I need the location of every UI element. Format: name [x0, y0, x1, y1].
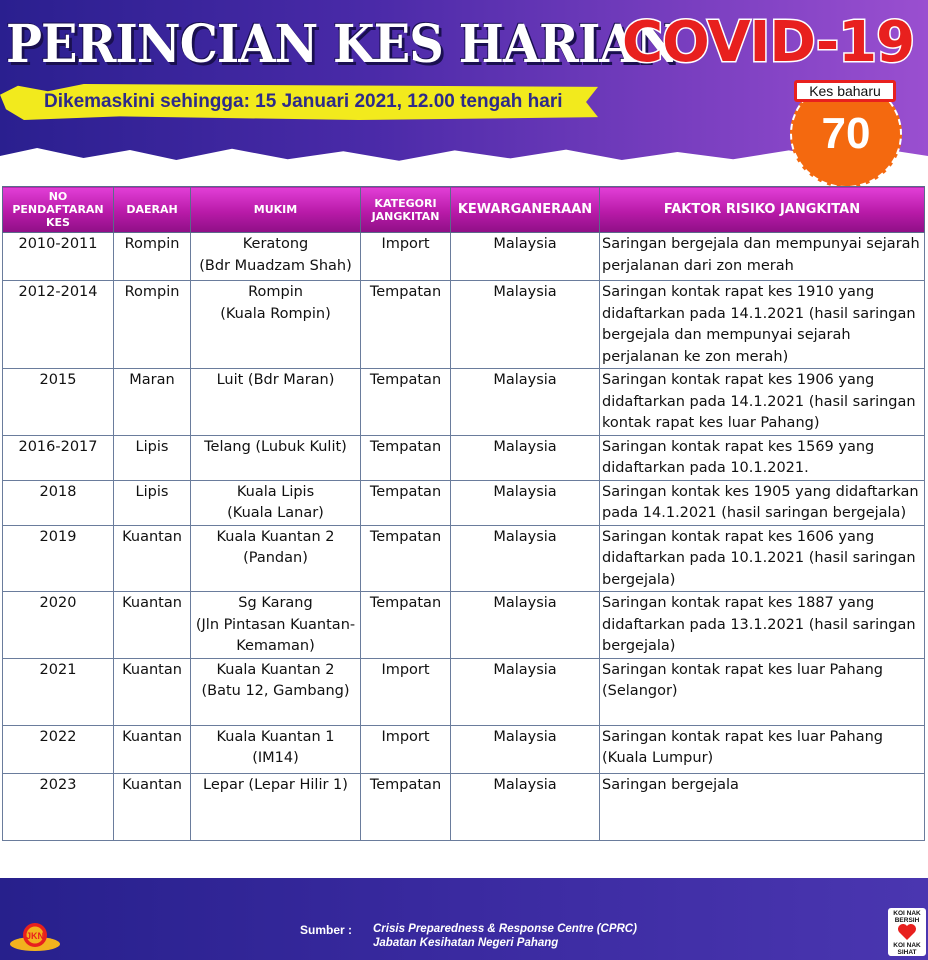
new-cases-label: Kes baharu	[794, 80, 896, 102]
header-risk: FAKTOR RISIKO JANGKITAN	[600, 187, 925, 233]
cell-case-no: 2021	[3, 658, 114, 725]
cell-category: Tempatan	[361, 281, 451, 369]
cell-citizenship: Malaysia	[451, 725, 600, 773]
cell-mukim: Telang (Lubuk Kulit)	[191, 435, 361, 480]
source-department: Jabatan Kesihatan Negeri Pahang	[373, 937, 559, 949]
header-district: DAERAH	[114, 187, 191, 233]
cell-mukim: Keratong (Bdr Muadzam Shah)	[191, 233, 361, 281]
svg-text:JKN: JKN	[25, 931, 45, 941]
jkn-logo-icon	[8, 920, 62, 954]
cell-citizenship: Malaysia	[451, 233, 600, 281]
cell-mukim: Kuala Lipis (Kuala Lanar)	[191, 480, 361, 525]
cell-category: Tempatan	[361, 525, 451, 592]
cell-case-no: 2023	[3, 773, 114, 840]
cell-case-no: 2019	[3, 525, 114, 592]
header-citizenship: KEWARGANERAAN	[451, 187, 600, 233]
cell-case-no: 2018	[3, 480, 114, 525]
cell-citizenship: Malaysia	[451, 369, 600, 436]
cell-case-no: 2016-2017	[3, 435, 114, 480]
cell-category: Tempatan	[361, 592, 451, 659]
cell-risk-factor: Saringan kontak rapat kes 1606 yang didaftarkan pada 10.1.2021 (hasil saringan bergejala)	[600, 525, 925, 592]
cell-category: Import	[361, 233, 451, 281]
cell-citizenship: Malaysia	[451, 658, 600, 725]
cell-risk-factor: Saringan kontak rapat kes luar Pahang (Selangor)	[600, 658, 925, 725]
cell-category: Tempatan	[361, 369, 451, 436]
cell-citizenship: Malaysia	[451, 592, 600, 659]
cell-risk-factor: Saringan kontak rapat kes 1887 yang didaftarkan pada 13.1.2021 (hasil saringan bergejala)	[600, 592, 925, 659]
cell-district: Maran	[114, 369, 191, 436]
cell-citizenship: Malaysia	[451, 435, 600, 480]
case-table	[2, 186, 925, 841]
cell-case-no: 2015	[3, 369, 114, 436]
header-category: KATEGORI JANGKITAN	[361, 187, 451, 233]
table-row	[3, 369, 925, 436]
cell-mukim: Lepar (Lepar Hilir 1)	[191, 773, 361, 840]
koi-logo-bottom-text: KOI NAK SIHAT	[893, 942, 921, 956]
cell-risk-factor: Saringan bergejala dan mempunyai sejarah perjalanan dari zon merah	[600, 233, 925, 281]
table-row	[3, 525, 925, 592]
header-case-no: NO PENDAFTARAN KES	[3, 187, 114, 233]
cell-mukim: Kuala Kuantan 2 (Pandan)	[191, 525, 361, 592]
cell-category: Import	[361, 725, 451, 773]
cell-citizenship: Malaysia	[451, 525, 600, 592]
cell-category: Import	[361, 658, 451, 725]
header-mukim: MUKIM	[191, 187, 361, 233]
table-row	[3, 773, 925, 840]
source-organization: Crisis Preparedness & Response Centre (CPRC)	[373, 923, 637, 935]
cell-mukim: Kuala Kuantan 1 (IM14)	[191, 725, 361, 773]
cell-category: Tempatan	[361, 435, 451, 480]
case-table-container	[2, 186, 924, 833]
cell-district: Kuantan	[114, 525, 191, 592]
cell-mukim: Sg Karang (Jln Pintasan Kuantan-Kemaman)	[191, 592, 361, 659]
table-row	[3, 592, 925, 659]
cell-district: Lipis	[114, 435, 191, 480]
cell-district: Kuantan	[114, 725, 191, 773]
cell-risk-factor: Saringan kontak rapat kes 1910 yang didaftarkan pada 14.1.2021 (hasil saringan bergejala dan mempunyai sejarah perjalanan ke zon merah)	[600, 281, 925, 369]
cell-citizenship: Malaysia	[451, 773, 600, 840]
cell-district: Kuantan	[114, 773, 191, 840]
cell-category: Tempatan	[361, 480, 451, 525]
torn-paper-edge	[0, 140, 928, 168]
table-row	[3, 435, 925, 480]
cell-risk-factor: Saringan kontak rapat kes 1906 yang didaftarkan pada 14.1.2021 (hasil saringan kontak rapat kes luar Pahang)	[600, 369, 925, 436]
table-row	[3, 480, 925, 525]
cell-risk-factor: Saringan kontak rapat kes 1569 yang didaftarkan pada 10.1.2021.	[600, 435, 925, 480]
cell-category: Tempatan	[361, 773, 451, 840]
cell-district: Kuantan	[114, 592, 191, 659]
cell-case-no: 2012-2014	[3, 281, 114, 369]
cell-district: Rompin	[114, 233, 191, 281]
cell-district: Lipis	[114, 480, 191, 525]
table-row	[3, 281, 925, 369]
koi-logo-top-text: KOI NAK BERSIH	[893, 910, 921, 924]
table-row	[3, 658, 925, 725]
heart-icon	[897, 923, 917, 941]
cell-risk-factor: Saringan bergejala	[600, 773, 925, 840]
cell-district: Kuantan	[114, 658, 191, 725]
table-row	[3, 725, 925, 773]
cell-case-no: 2020	[3, 592, 114, 659]
cell-district: Rompin	[114, 281, 191, 369]
cell-mukim: Kuala Kuantan 2 (Batu 12, Gambang)	[191, 658, 361, 725]
table-row	[3, 233, 925, 281]
koi-nak-sihat-logo	[888, 908, 926, 956]
cell-case-no: 2010-2011	[3, 233, 114, 281]
cell-mukim: Rompin (Kuala Rompin)	[191, 281, 361, 369]
cell-case-no: 2022	[3, 725, 114, 773]
covid-title: COVID-19	[622, 10, 915, 75]
cell-citizenship: Malaysia	[451, 480, 600, 525]
cell-risk-factor: Saringan kontak rapat kes luar Pahang (Kuala Lumpur)	[600, 725, 925, 773]
page-title: PERINCIAN KES HARIAN	[6, 14, 679, 75]
new-cases-count: 70	[821, 109, 871, 158]
table-header-row	[3, 187, 925, 233]
source-label: Sumber :	[300, 923, 353, 937]
cell-citizenship: Malaysia	[451, 281, 600, 369]
cell-risk-factor: Saringan kontak kes 1905 yang didaftarkan pada 14.1.2021 (hasil saringan bergejala)	[600, 480, 925, 525]
cell-mukim: Luit (Bdr Maran)	[191, 369, 361, 436]
update-timestamp: Dikemaskini sehingga: 15 Januari 2021, 12.00 tengah hari	[44, 91, 563, 112]
